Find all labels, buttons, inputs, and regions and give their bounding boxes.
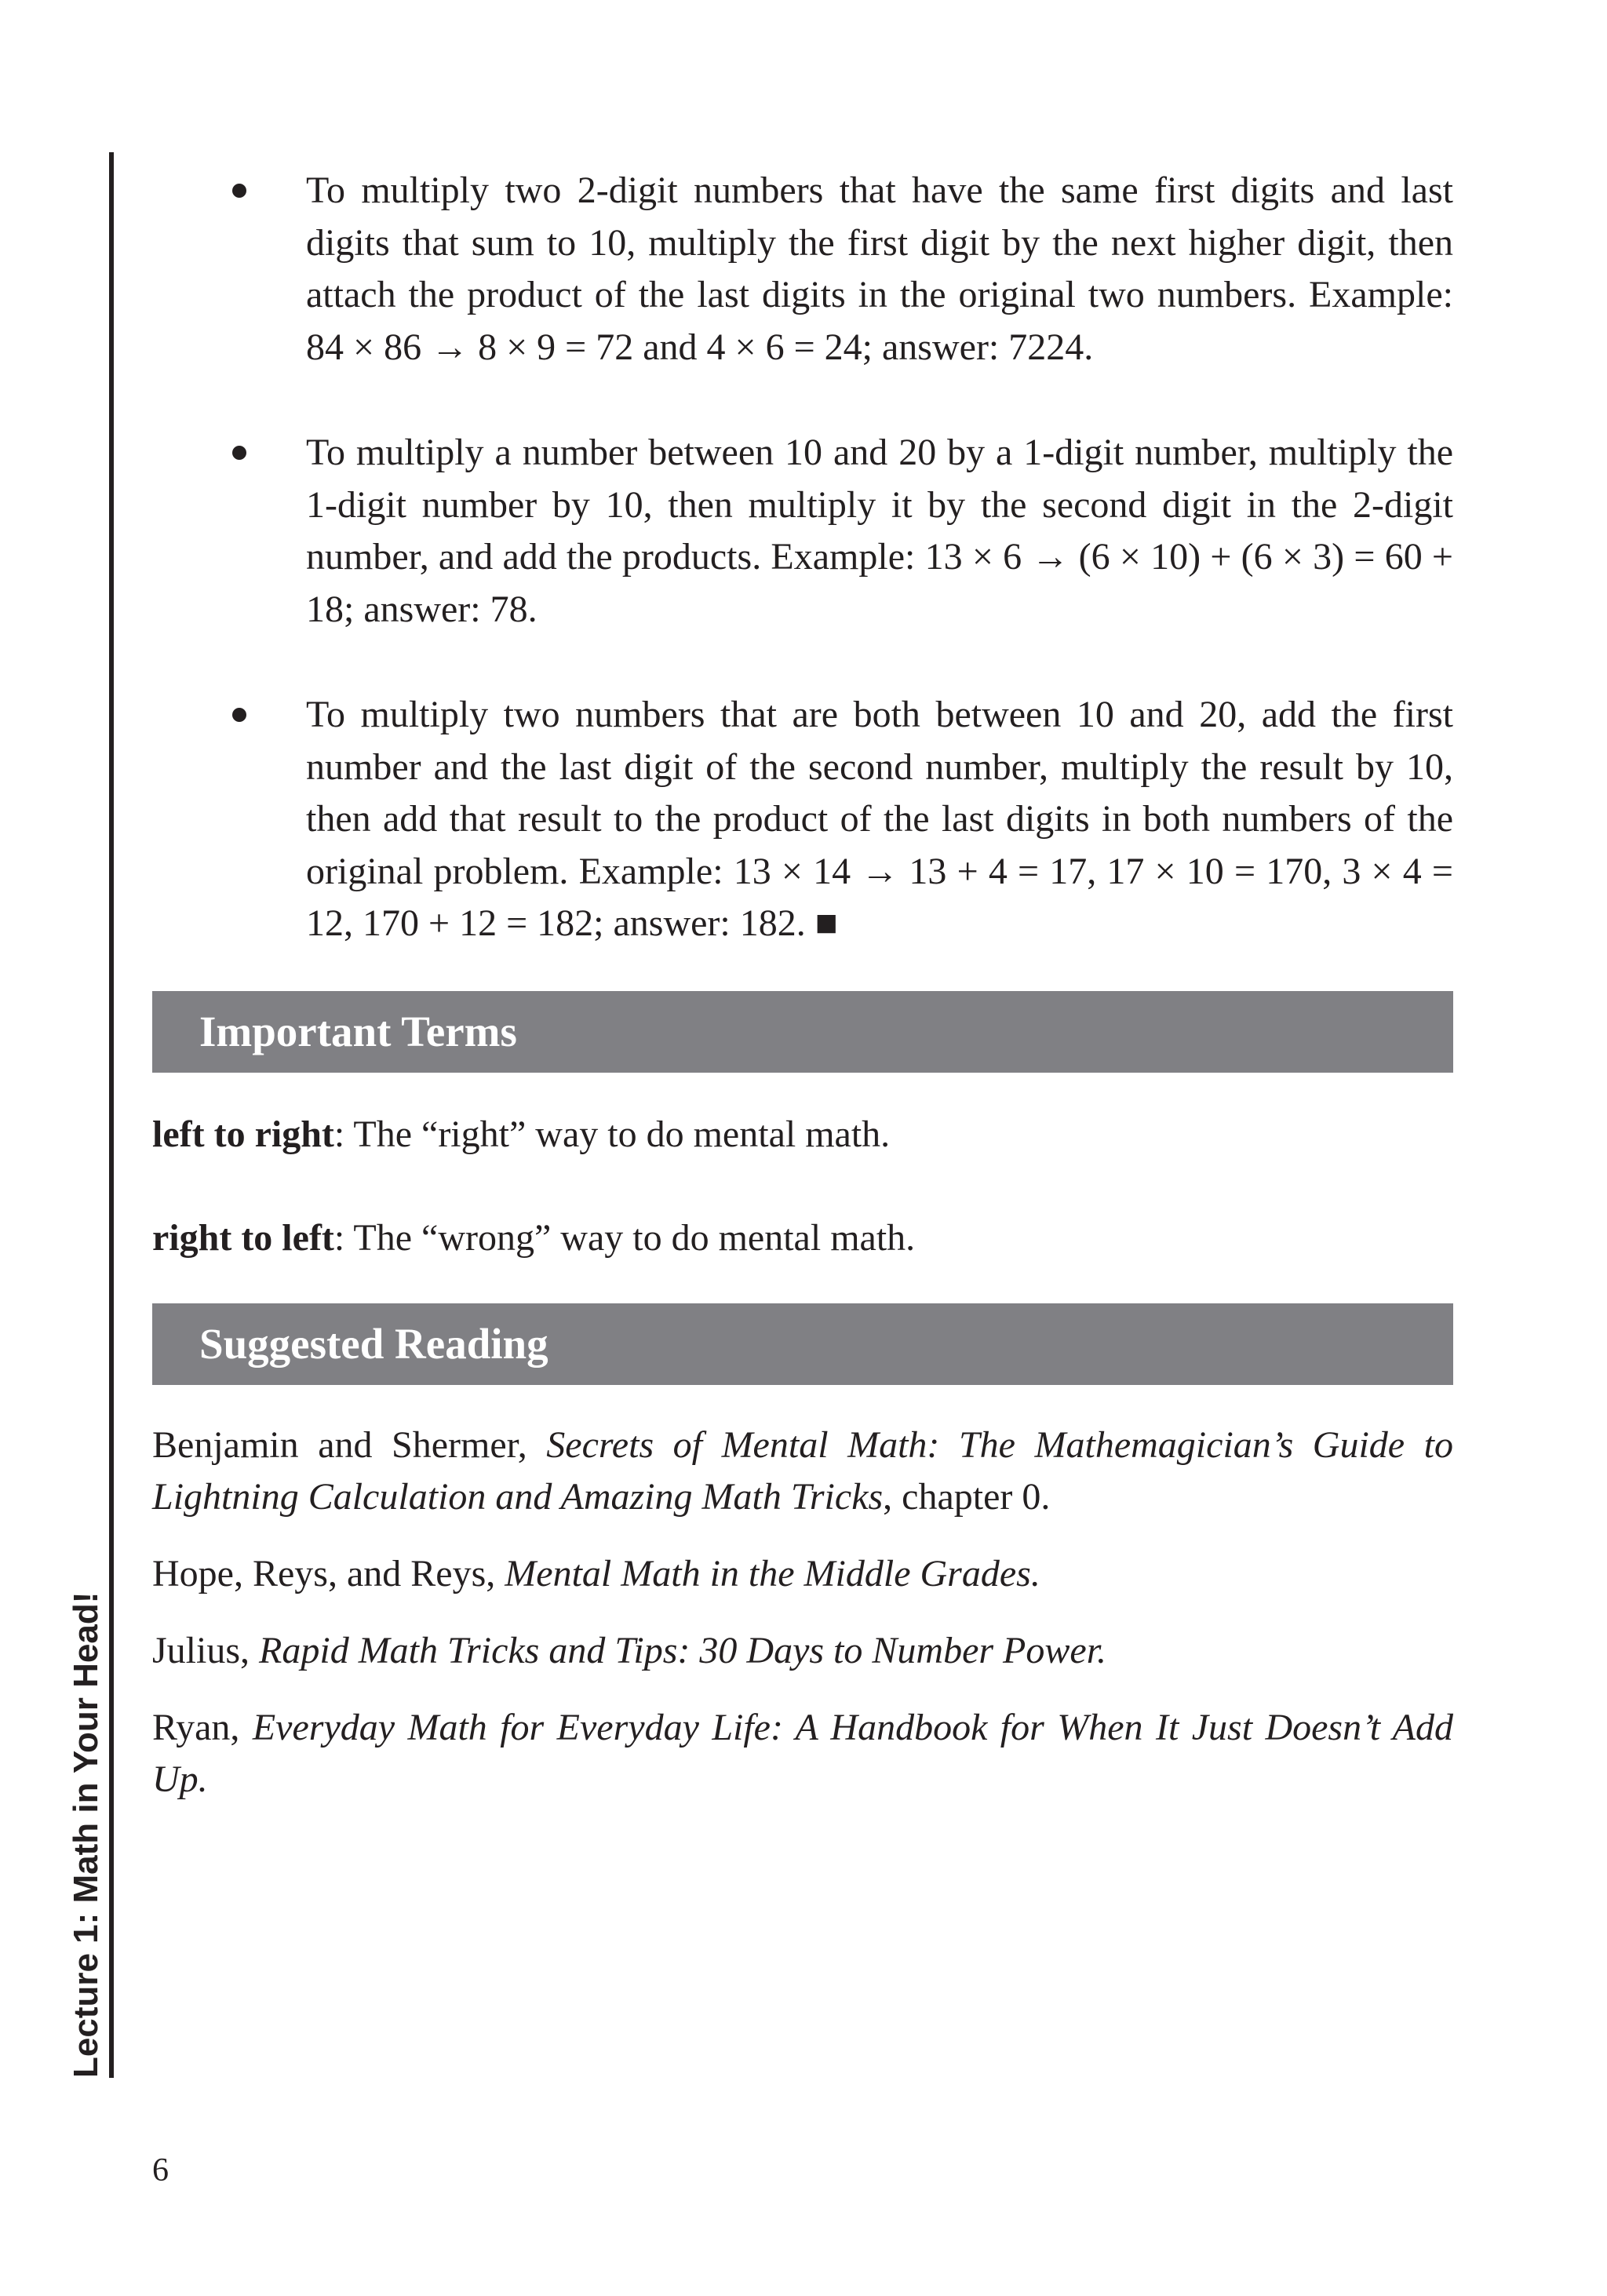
reference-author: Benjamin and Shermer, <box>152 1423 547 1466</box>
reference-author: Julius, <box>152 1629 260 1671</box>
section-heading: Important Terms <box>199 1008 517 1055</box>
list-item <box>152 165 1453 374</box>
section-heading: Suggested Reading <box>199 1320 548 1368</box>
reference-title: Rapid Math Tricks and Tips: 30 Days to Number Power. <box>259 1629 1107 1671</box>
lecture-title-vertical: Lecture 1: Math in Your Head! <box>67 1591 105 2078</box>
term-name: right to left <box>152 1216 334 1259</box>
reference-title: Everyday Math for Everyday Life: A Handbook for When It Just Doesn’t Add Up. <box>152 1706 1453 1800</box>
bullet-icon <box>232 708 246 722</box>
reading-list <box>152 1420 1453 1806</box>
reference-suffix: , chapter 0. <box>883 1475 1051 1518</box>
reference-title: Mental Math in the Middle Grades. <box>505 1552 1040 1594</box>
list-item-text: To multiply two 2-digit numbers that have the same first digits and last digits that sum to 10, multiply the first digit by the next higher digit, then attach the product of the last digits in the original two numbers. Example: 84 × 86 → 8 × 9 = 72 and 4 × 6 = 24; answer: 7224. <box>306 169 1453 368</box>
list-item <box>152 689 1453 950</box>
term-name: left to right <box>152 1113 334 1155</box>
terms-list <box>152 1109 1453 1264</box>
term-definition: : The “right” way to do mental math. <box>333 1113 891 1155</box>
reference-entry <box>152 1548 1453 1600</box>
term-definition: : The “wrong” way to do mental math. <box>333 1216 916 1259</box>
list-item <box>152 427 1453 636</box>
page-number: 6 <box>152 2152 169 2188</box>
reference-entry <box>152 1420 1453 1523</box>
page-content <box>152 165 1453 1831</box>
bullet-icon <box>232 446 246 460</box>
reference-author: Ryan, <box>152 1706 253 1748</box>
reference-entry <box>152 1625 1453 1677</box>
important-terms-header <box>152 991 1453 1073</box>
term-entry <box>152 1212 1453 1264</box>
tips-list <box>152 165 1453 950</box>
list-item-text: To multiply a number between 10 and 20 by a 1-digit number, multiply the 1-digit number by 10, then multiply it by the second digit in the 2-digit number, and add the products. Example: 13 × 6 → (6 × 10) + (6 × 3) = 60 + 18; answer: 78. <box>306 432 1453 630</box>
list-item-text: To multiply two numbers that are both between 10 and 20, add the first number and the last digit of the second number, multiply the result by 10, then add that result to the product of the last digits in both numbers of the original problem. Example: 13 × 14 → 13 + 4 = 17, 17 × 10 = 170, 3 × 4 = 12, 170 + 12 = 182; answer: 182. ■ <box>306 694 1453 944</box>
suggested-reading-header <box>152 1303 1453 1385</box>
bullet-icon <box>232 184 246 198</box>
reference-author: Hope, Reys, and Reys, <box>152 1552 505 1594</box>
reference-title: Secrets of Mental Math: The Mathemagician’s Guide to Lightning Calculation and Amazing Math Tricks <box>152 1423 1454 1518</box>
reference-entry <box>152 1702 1453 1806</box>
sidebar-rule <box>109 152 114 2078</box>
term-entry <box>152 1109 1453 1161</box>
